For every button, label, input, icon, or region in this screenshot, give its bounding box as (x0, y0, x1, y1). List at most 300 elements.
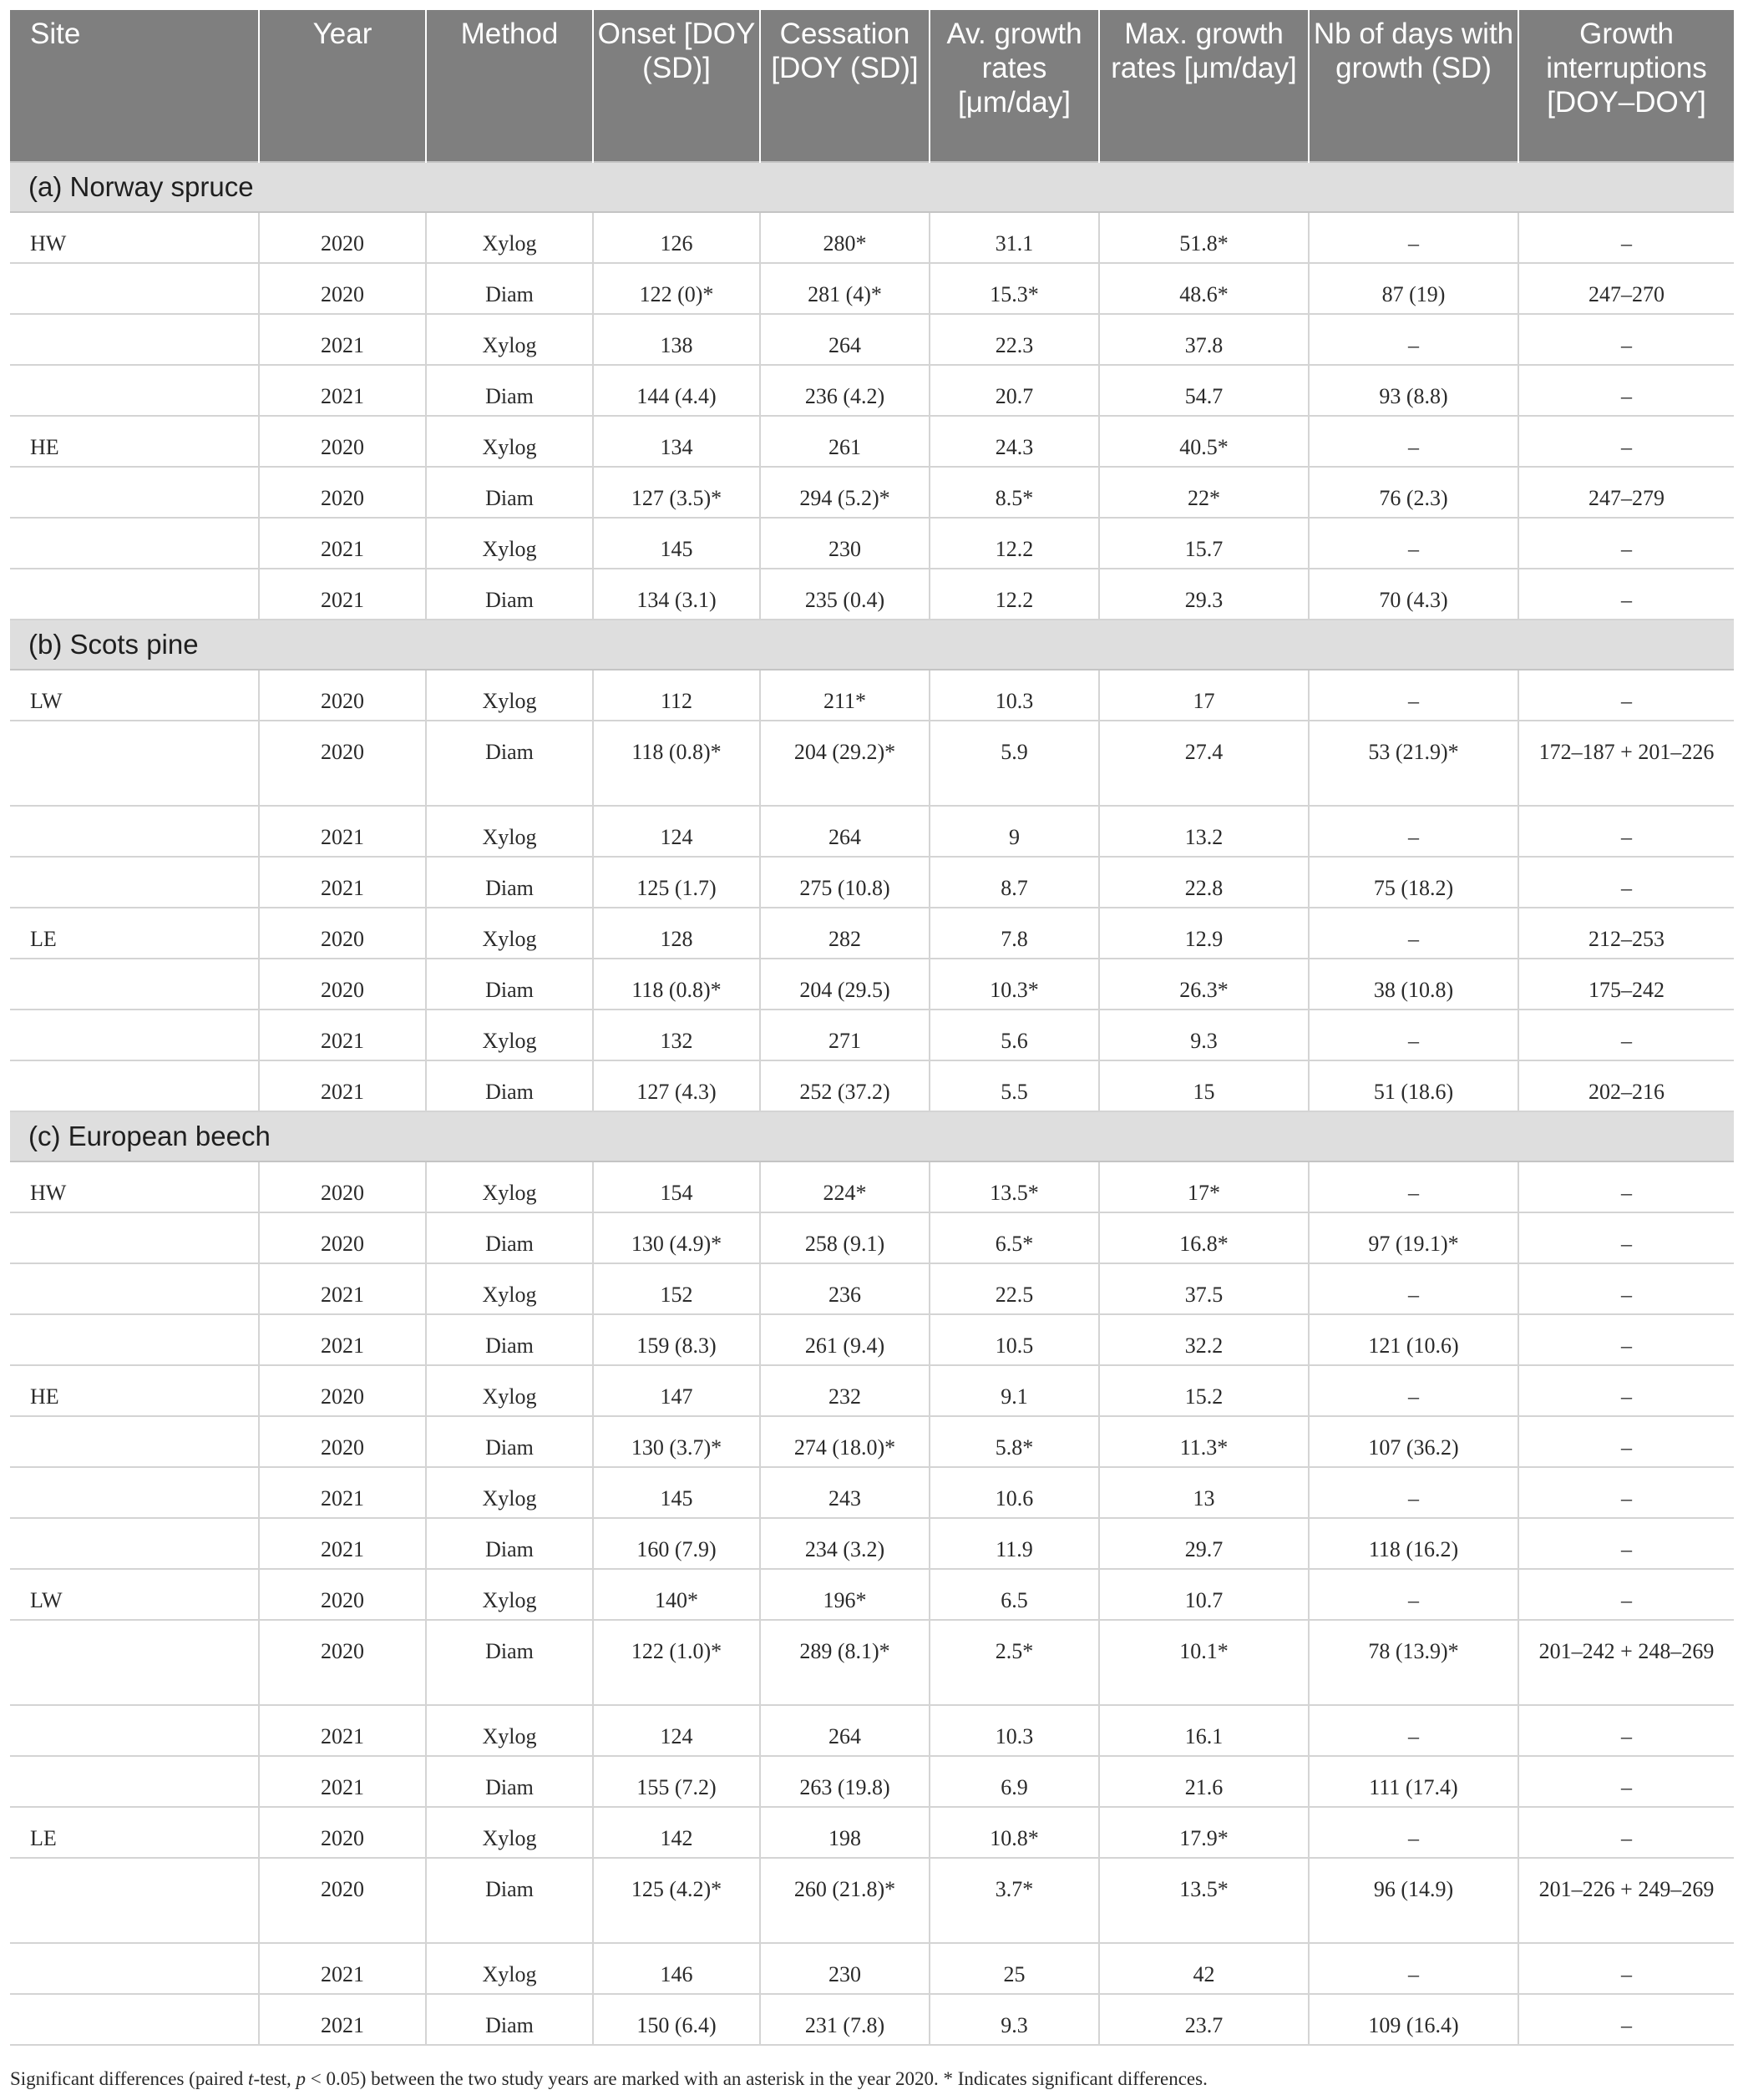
cell-max-growth-rate: 15.7 (1099, 518, 1309, 569)
cell-onset: 155 (7.2) (593, 1756, 760, 1807)
cell-site (10, 518, 259, 569)
cell-nb-days-growth: 51 (18.6) (1309, 1060, 1518, 1111)
cell-year: 2021 (259, 1314, 426, 1365)
column-header-method: Method (426, 10, 593, 162)
cell-method: Diam (426, 263, 593, 314)
cell-av-growth-rate: 12.2 (930, 569, 1099, 620)
cell-growth-interruptions: 201–242 + 248–269 (1518, 1620, 1734, 1705)
cell-cessation: 252 (37.2) (760, 1060, 930, 1111)
cell-method: Diam (426, 365, 593, 416)
cell-av-growth-rate: 9.3 (930, 1994, 1099, 2045)
cell-cessation: 236 (4.2) (760, 365, 930, 416)
cell-method: Diam (426, 1620, 593, 1705)
cell-onset: 122 (1.0)* (593, 1620, 760, 1705)
column-header-site: Site (10, 10, 259, 162)
cell-method: Diam (426, 1858, 593, 1943)
cell-site: LE (10, 908, 259, 959)
cell-growth-interruptions: 247–270 (1518, 263, 1734, 314)
cell-onset: 118 (0.8)* (593, 959, 760, 1010)
table-row (10, 1620, 1734, 1705)
table-row (10, 416, 1734, 467)
cell-nb-days-growth: – (1309, 1467, 1518, 1518)
table-row (10, 1858, 1734, 1943)
cell-method: Xylog (426, 1943, 593, 1994)
cell-growth-interruptions: – (1518, 1010, 1734, 1060)
cell-av-growth-rate: 10.6 (930, 1467, 1099, 1518)
cell-growth-interruptions: – (1518, 1705, 1734, 1756)
cell-av-growth-rate: 10.5 (930, 1314, 1099, 1365)
cell-site (10, 1060, 259, 1111)
cell-onset: 130 (4.9)* (593, 1212, 760, 1263)
cell-method: Diam (426, 1756, 593, 1807)
cell-site (10, 1314, 259, 1365)
cell-site (10, 1467, 259, 1518)
cell-growth-interruptions: – (1518, 569, 1734, 620)
cell-cessation: 264 (760, 314, 930, 365)
table-row (10, 467, 1734, 518)
cell-max-growth-rate: 10.7 (1099, 1569, 1309, 1620)
cell-year: 2020 (259, 416, 426, 467)
cell-max-growth-rate: 17* (1099, 1161, 1309, 1212)
table-row (10, 1518, 1734, 1569)
cell-growth-interruptions: – (1518, 670, 1734, 721)
cell-nb-days-growth: – (1309, 416, 1518, 467)
cell-max-growth-rate: 10.1* (1099, 1620, 1309, 1705)
cell-cessation: 204 (29.2)* (760, 721, 930, 806)
cell-onset: 140* (593, 1569, 760, 1620)
cell-cessation: 230 (760, 1943, 930, 1994)
cell-av-growth-rate: 5.9 (930, 721, 1099, 806)
cell-av-growth-rate: 8.5* (930, 467, 1099, 518)
cell-nb-days-growth: 97 (19.1)* (1309, 1212, 1518, 1263)
cell-growth-interruptions: 202–216 (1518, 1060, 1734, 1111)
cell-max-growth-rate: 13.2 (1099, 806, 1309, 857)
cell-max-growth-rate: 29.7 (1099, 1518, 1309, 1569)
table-row (10, 908, 1734, 959)
cell-onset: 145 (593, 1467, 760, 1518)
cell-cessation: 264 (760, 806, 930, 857)
cell-method: Xylog (426, 518, 593, 569)
cell-av-growth-rate: 22.5 (930, 1263, 1099, 1314)
cell-method: Diam (426, 569, 593, 620)
cell-year: 2020 (259, 908, 426, 959)
cell-year: 2021 (259, 1010, 426, 1060)
section-header-row (10, 620, 1734, 670)
cell-max-growth-rate: 29.3 (1099, 569, 1309, 620)
cell-growth-interruptions: – (1518, 1416, 1734, 1467)
cell-growth-interruptions: – (1518, 1994, 1734, 2045)
cell-nb-days-growth: 118 (16.2) (1309, 1518, 1518, 1569)
cell-nb-days-growth: – (1309, 1010, 1518, 1060)
table-row (10, 1467, 1734, 1518)
cell-cessation: 230 (760, 518, 930, 569)
cell-growth-interruptions: 247–279 (1518, 467, 1734, 518)
column-header-year: Year (259, 10, 426, 162)
cell-growth-interruptions: – (1518, 1365, 1734, 1416)
cell-nb-days-growth: 107 (36.2) (1309, 1416, 1518, 1467)
cell-nb-days-growth: 87 (19) (1309, 263, 1518, 314)
cell-growth-interruptions: 172–187 + 201–226 (1518, 721, 1734, 806)
section-title: (c) European beech (10, 1111, 1734, 1161)
cell-cessation: 260 (21.8)* (760, 1858, 930, 1943)
cell-nb-days-growth: 111 (17.4) (1309, 1756, 1518, 1807)
cell-growth-interruptions: 201–226 + 249–269 (1518, 1858, 1734, 1943)
cell-nb-days-growth: – (1309, 1705, 1518, 1756)
cell-onset: 144 (4.4) (593, 365, 760, 416)
cell-onset: 112 (593, 670, 760, 721)
table-row (10, 670, 1734, 721)
cell-method: Diam (426, 1314, 593, 1365)
cell-method: Xylog (426, 212, 593, 263)
cell-method: Xylog (426, 1467, 593, 1518)
cell-nb-days-growth: – (1309, 212, 1518, 263)
cell-av-growth-rate: 13.5* (930, 1161, 1099, 1212)
cell-cessation: 289 (8.1)* (760, 1620, 930, 1705)
cell-max-growth-rate: 23.7 (1099, 1994, 1309, 2045)
table-row (10, 1161, 1734, 1212)
cell-site: LW (10, 670, 259, 721)
cell-max-growth-rate: 40.5* (1099, 416, 1309, 467)
cell-max-growth-rate: 37.5 (1099, 1263, 1309, 1314)
cell-year: 2020 (259, 467, 426, 518)
cell-growth-interruptions: – (1518, 1943, 1734, 1994)
cell-onset: 138 (593, 314, 760, 365)
cell-onset: 160 (7.9) (593, 1518, 760, 1569)
cell-cessation: 274 (18.0)* (760, 1416, 930, 1467)
cell-site (10, 1416, 259, 1467)
cell-av-growth-rate: 6.5 (930, 1569, 1099, 1620)
cell-onset: 134 (3.1) (593, 569, 760, 620)
table-row (10, 1807, 1734, 1858)
cell-growth-interruptions: – (1518, 518, 1734, 569)
cell-site (10, 1620, 259, 1705)
table-row (10, 1010, 1734, 1060)
cell-method: Diam (426, 1518, 593, 1569)
cell-av-growth-rate: 31.1 (930, 212, 1099, 263)
cell-method: Diam (426, 857, 593, 908)
cell-nb-days-growth: – (1309, 1807, 1518, 1858)
cell-cessation: 234 (3.2) (760, 1518, 930, 1569)
cell-growth-interruptions: 212–253 (1518, 908, 1734, 959)
cell-av-growth-rate: 10.3 (930, 1705, 1099, 1756)
cell-year: 2021 (259, 1756, 426, 1807)
cell-max-growth-rate: 37.8 (1099, 314, 1309, 365)
cell-max-growth-rate: 16.1 (1099, 1705, 1309, 1756)
cell-av-growth-rate: 11.9 (930, 1518, 1099, 1569)
cell-onset: 152 (593, 1263, 760, 1314)
table-row (10, 1212, 1734, 1263)
cell-year: 2020 (259, 1858, 426, 1943)
cell-method: Xylog (426, 1010, 593, 1060)
cell-onset: 127 (3.5)* (593, 467, 760, 518)
cell-av-growth-rate: 9.1 (930, 1365, 1099, 1416)
cell-year: 2021 (259, 1263, 426, 1314)
cell-site (10, 1858, 259, 1943)
cell-nb-days-growth: – (1309, 1569, 1518, 1620)
cell-nb-days-growth: 109 (16.4) (1309, 1994, 1518, 2045)
table-row (10, 212, 1734, 263)
cell-year: 2020 (259, 212, 426, 263)
cell-av-growth-rate: 2.5* (930, 1620, 1099, 1705)
table-row (10, 569, 1734, 620)
cell-nb-days-growth: – (1309, 1943, 1518, 1994)
cell-cessation: 204 (29.5) (760, 959, 930, 1010)
cell-onset: 154 (593, 1161, 760, 1212)
cell-growth-interruptions: – (1518, 806, 1734, 857)
cell-cessation: 224* (760, 1161, 930, 1212)
section-header-row (10, 162, 1734, 212)
cell-cessation: 275 (10.8) (760, 857, 930, 908)
cell-av-growth-rate: 12.2 (930, 518, 1099, 569)
cell-cessation: 236 (760, 1263, 930, 1314)
cell-max-growth-rate: 13 (1099, 1467, 1309, 1518)
cell-onset: 122 (0)* (593, 263, 760, 314)
table-row (10, 1060, 1734, 1111)
cell-method: Xylog (426, 908, 593, 959)
cell-method: Diam (426, 1212, 593, 1263)
cell-method: Diam (426, 467, 593, 518)
cell-onset: 132 (593, 1010, 760, 1060)
results-table (10, 10, 1734, 2046)
cell-site (10, 569, 259, 620)
cell-method: Xylog (426, 1161, 593, 1212)
cell-max-growth-rate: 15 (1099, 1060, 1309, 1111)
cell-year: 2021 (259, 857, 426, 908)
cell-site (10, 806, 259, 857)
cell-av-growth-rate: 7.8 (930, 908, 1099, 959)
cell-max-growth-rate: 17 (1099, 670, 1309, 721)
cell-method: Xylog (426, 314, 593, 365)
cell-growth-interruptions: – (1518, 1756, 1734, 1807)
cell-cessation: 232 (760, 1365, 930, 1416)
column-header-cessation: Cessation [DOY (SD)] (760, 10, 930, 162)
table-row (10, 857, 1734, 908)
section-title: (b) Scots pine (10, 620, 1734, 670)
cell-site (10, 467, 259, 518)
cell-nb-days-growth: 93 (8.8) (1309, 365, 1518, 416)
cell-site: HE (10, 1365, 259, 1416)
cell-site (10, 1518, 259, 1569)
cell-site (10, 857, 259, 908)
cell-method: Xylog (426, 1705, 593, 1756)
table-row (10, 959, 1734, 1010)
cell-year: 2021 (259, 569, 426, 620)
cell-site (10, 263, 259, 314)
cell-cessation: 196* (760, 1569, 930, 1620)
cell-growth-interruptions: – (1518, 857, 1734, 908)
cell-max-growth-rate: 51.8* (1099, 212, 1309, 263)
cell-av-growth-rate: 9 (930, 806, 1099, 857)
cell-method: Xylog (426, 1365, 593, 1416)
cell-av-growth-rate: 25 (930, 1943, 1099, 1994)
cell-method: Diam (426, 1994, 593, 2045)
cell-max-growth-rate: 13.5* (1099, 1858, 1309, 1943)
table-footnote (10, 2068, 1730, 2090)
cell-nb-days-growth: – (1309, 314, 1518, 365)
cell-year: 2020 (259, 1569, 426, 1620)
cell-method: Xylog (426, 1263, 593, 1314)
cell-cessation: 235 (0.4) (760, 569, 930, 620)
table-row (10, 1365, 1734, 1416)
table-row (10, 806, 1734, 857)
cell-cessation: 261 (760, 416, 930, 467)
cell-nb-days-growth: – (1309, 1365, 1518, 1416)
cell-method: Diam (426, 959, 593, 1010)
cell-max-growth-rate: 16.8* (1099, 1212, 1309, 1263)
cell-av-growth-rate: 8.7 (930, 857, 1099, 908)
cell-growth-interruptions: 175–242 (1518, 959, 1734, 1010)
cell-onset: 128 (593, 908, 760, 959)
cell-nb-days-growth: – (1309, 1161, 1518, 1212)
cell-max-growth-rate: 22.8 (1099, 857, 1309, 908)
cell-growth-interruptions: – (1518, 1161, 1734, 1212)
cell-cessation: 231 (7.8) (760, 1994, 930, 2045)
cell-cessation: 243 (760, 1467, 930, 1518)
cell-max-growth-rate: 32.2 (1099, 1314, 1309, 1365)
cell-av-growth-rate: 20.7 (930, 365, 1099, 416)
footnote-text-2: -test, (253, 2068, 296, 2089)
cell-cessation: 282 (760, 908, 930, 959)
cell-cessation: 198 (760, 1807, 930, 1858)
cell-site (10, 1010, 259, 1060)
footnote-t-italic: t (248, 2068, 254, 2089)
table-row (10, 1569, 1734, 1620)
cell-av-growth-rate: 5.8* (930, 1416, 1099, 1467)
cell-site (10, 1212, 259, 1263)
cell-av-growth-rate: 22.3 (930, 314, 1099, 365)
cell-growth-interruptions: – (1518, 212, 1734, 263)
cell-site: HW (10, 1161, 259, 1212)
cell-growth-interruptions: – (1518, 1212, 1734, 1263)
cell-max-growth-rate: 54.7 (1099, 365, 1309, 416)
table-row (10, 1994, 1734, 2045)
column-header-max-growth-rates: Max. growth rates [μm/day] (1099, 10, 1309, 162)
cell-year: 2020 (259, 1416, 426, 1467)
cell-site: LE (10, 1807, 259, 1858)
cell-av-growth-rate: 10.3 (930, 670, 1099, 721)
cell-onset: 147 (593, 1365, 760, 1416)
column-header-av-growth-rates: Av. growth rates [μm/day] (930, 10, 1099, 162)
cell-nb-days-growth: 70 (4.3) (1309, 569, 1518, 620)
cell-site (10, 959, 259, 1010)
cell-site (10, 365, 259, 416)
cell-year: 2020 (259, 670, 426, 721)
cell-site (10, 1943, 259, 1994)
column-header-nb-days-growth: Nb of days with growth (SD) (1309, 10, 1518, 162)
cell-year: 2021 (259, 1943, 426, 1994)
cell-year: 2021 (259, 365, 426, 416)
section-title: (a) Norway spruce (10, 162, 1734, 212)
cell-onset: 150 (6.4) (593, 1994, 760, 2045)
cell-onset: 126 (593, 212, 760, 263)
cell-onset: 146 (593, 1943, 760, 1994)
cell-growth-interruptions: – (1518, 1518, 1734, 1569)
cell-max-growth-rate: 15.2 (1099, 1365, 1309, 1416)
cell-year: 2020 (259, 263, 426, 314)
cell-av-growth-rate: 24.3 (930, 416, 1099, 467)
cell-site (10, 314, 259, 365)
cell-growth-interruptions: – (1518, 1569, 1734, 1620)
cell-nb-days-growth: – (1309, 670, 1518, 721)
cell-av-growth-rate: 6.5* (930, 1212, 1099, 1263)
cell-nb-days-growth: 96 (14.9) (1309, 1858, 1518, 1943)
cell-max-growth-rate: 22* (1099, 467, 1309, 518)
header-row (10, 10, 1734, 162)
cell-max-growth-rate: 27.4 (1099, 721, 1309, 806)
cell-onset: 127 (4.3) (593, 1060, 760, 1111)
cell-av-growth-rate: 15.3* (930, 263, 1099, 314)
cell-av-growth-rate: 6.9 (930, 1756, 1099, 1807)
cell-nb-days-growth: 75 (18.2) (1309, 857, 1518, 908)
cell-nb-days-growth: 38 (10.8) (1309, 959, 1518, 1010)
cell-year: 2020 (259, 721, 426, 806)
cell-method: Xylog (426, 416, 593, 467)
cell-cessation: 263 (19.8) (760, 1756, 930, 1807)
cell-nb-days-growth: 78 (13.9)* (1309, 1620, 1518, 1705)
cell-cessation: 294 (5.2)* (760, 467, 930, 518)
cell-method: Xylog (426, 1807, 593, 1858)
cell-cessation: 211* (760, 670, 930, 721)
cell-av-growth-rate: 5.5 (930, 1060, 1099, 1111)
footnote-p-italic: p (296, 2068, 307, 2089)
cell-growth-interruptions: – (1518, 365, 1734, 416)
cell-av-growth-rate: 5.6 (930, 1010, 1099, 1060)
column-header-growth-interruptions: Growth interruptions [DOY–DOY] (1518, 10, 1734, 162)
cell-year: 2021 (259, 806, 426, 857)
cell-site: LW (10, 1569, 259, 1620)
cell-av-growth-rate: 10.3* (930, 959, 1099, 1010)
cell-site (10, 1705, 259, 1756)
cell-nb-days-growth: 76 (2.3) (1309, 467, 1518, 518)
table-row (10, 314, 1734, 365)
cell-site (10, 1756, 259, 1807)
table-row (10, 1705, 1734, 1756)
cell-growth-interruptions: – (1518, 416, 1734, 467)
cell-max-growth-rate: 42 (1099, 1943, 1309, 1994)
cell-nb-days-growth: – (1309, 806, 1518, 857)
table-row (10, 1263, 1734, 1314)
table-row (10, 1756, 1734, 1807)
cell-max-growth-rate: 26.3* (1099, 959, 1309, 1010)
table-row (10, 1416, 1734, 1467)
cell-method: Diam (426, 1060, 593, 1111)
cell-year: 2020 (259, 1807, 426, 1858)
cell-year: 2021 (259, 314, 426, 365)
cell-year: 2020 (259, 1161, 426, 1212)
cell-year: 2021 (259, 1705, 426, 1756)
cell-growth-interruptions: – (1518, 1263, 1734, 1314)
column-header-onset: Onset [DOY (SD)] (593, 10, 760, 162)
section-header-row (10, 1111, 1734, 1161)
cell-onset: 125 (1.7) (593, 857, 760, 908)
cell-site: HW (10, 212, 259, 263)
cell-cessation: 280* (760, 212, 930, 263)
cell-site (10, 721, 259, 806)
cell-max-growth-rate: 12.9 (1099, 908, 1309, 959)
table-body (10, 162, 1734, 2045)
cell-onset: 159 (8.3) (593, 1314, 760, 1365)
cell-cessation: 258 (9.1) (760, 1212, 930, 1263)
cell-growth-interruptions: – (1518, 1807, 1734, 1858)
cell-nb-days-growth: 121 (10.6) (1309, 1314, 1518, 1365)
table-row (10, 365, 1734, 416)
cell-onset: 118 (0.8)* (593, 721, 760, 806)
table-row (10, 518, 1734, 569)
cell-year: 2020 (259, 959, 426, 1010)
cell-max-growth-rate: 11.3* (1099, 1416, 1309, 1467)
cell-max-growth-rate: 17.9* (1099, 1807, 1309, 1858)
cell-method: Xylog (426, 806, 593, 857)
